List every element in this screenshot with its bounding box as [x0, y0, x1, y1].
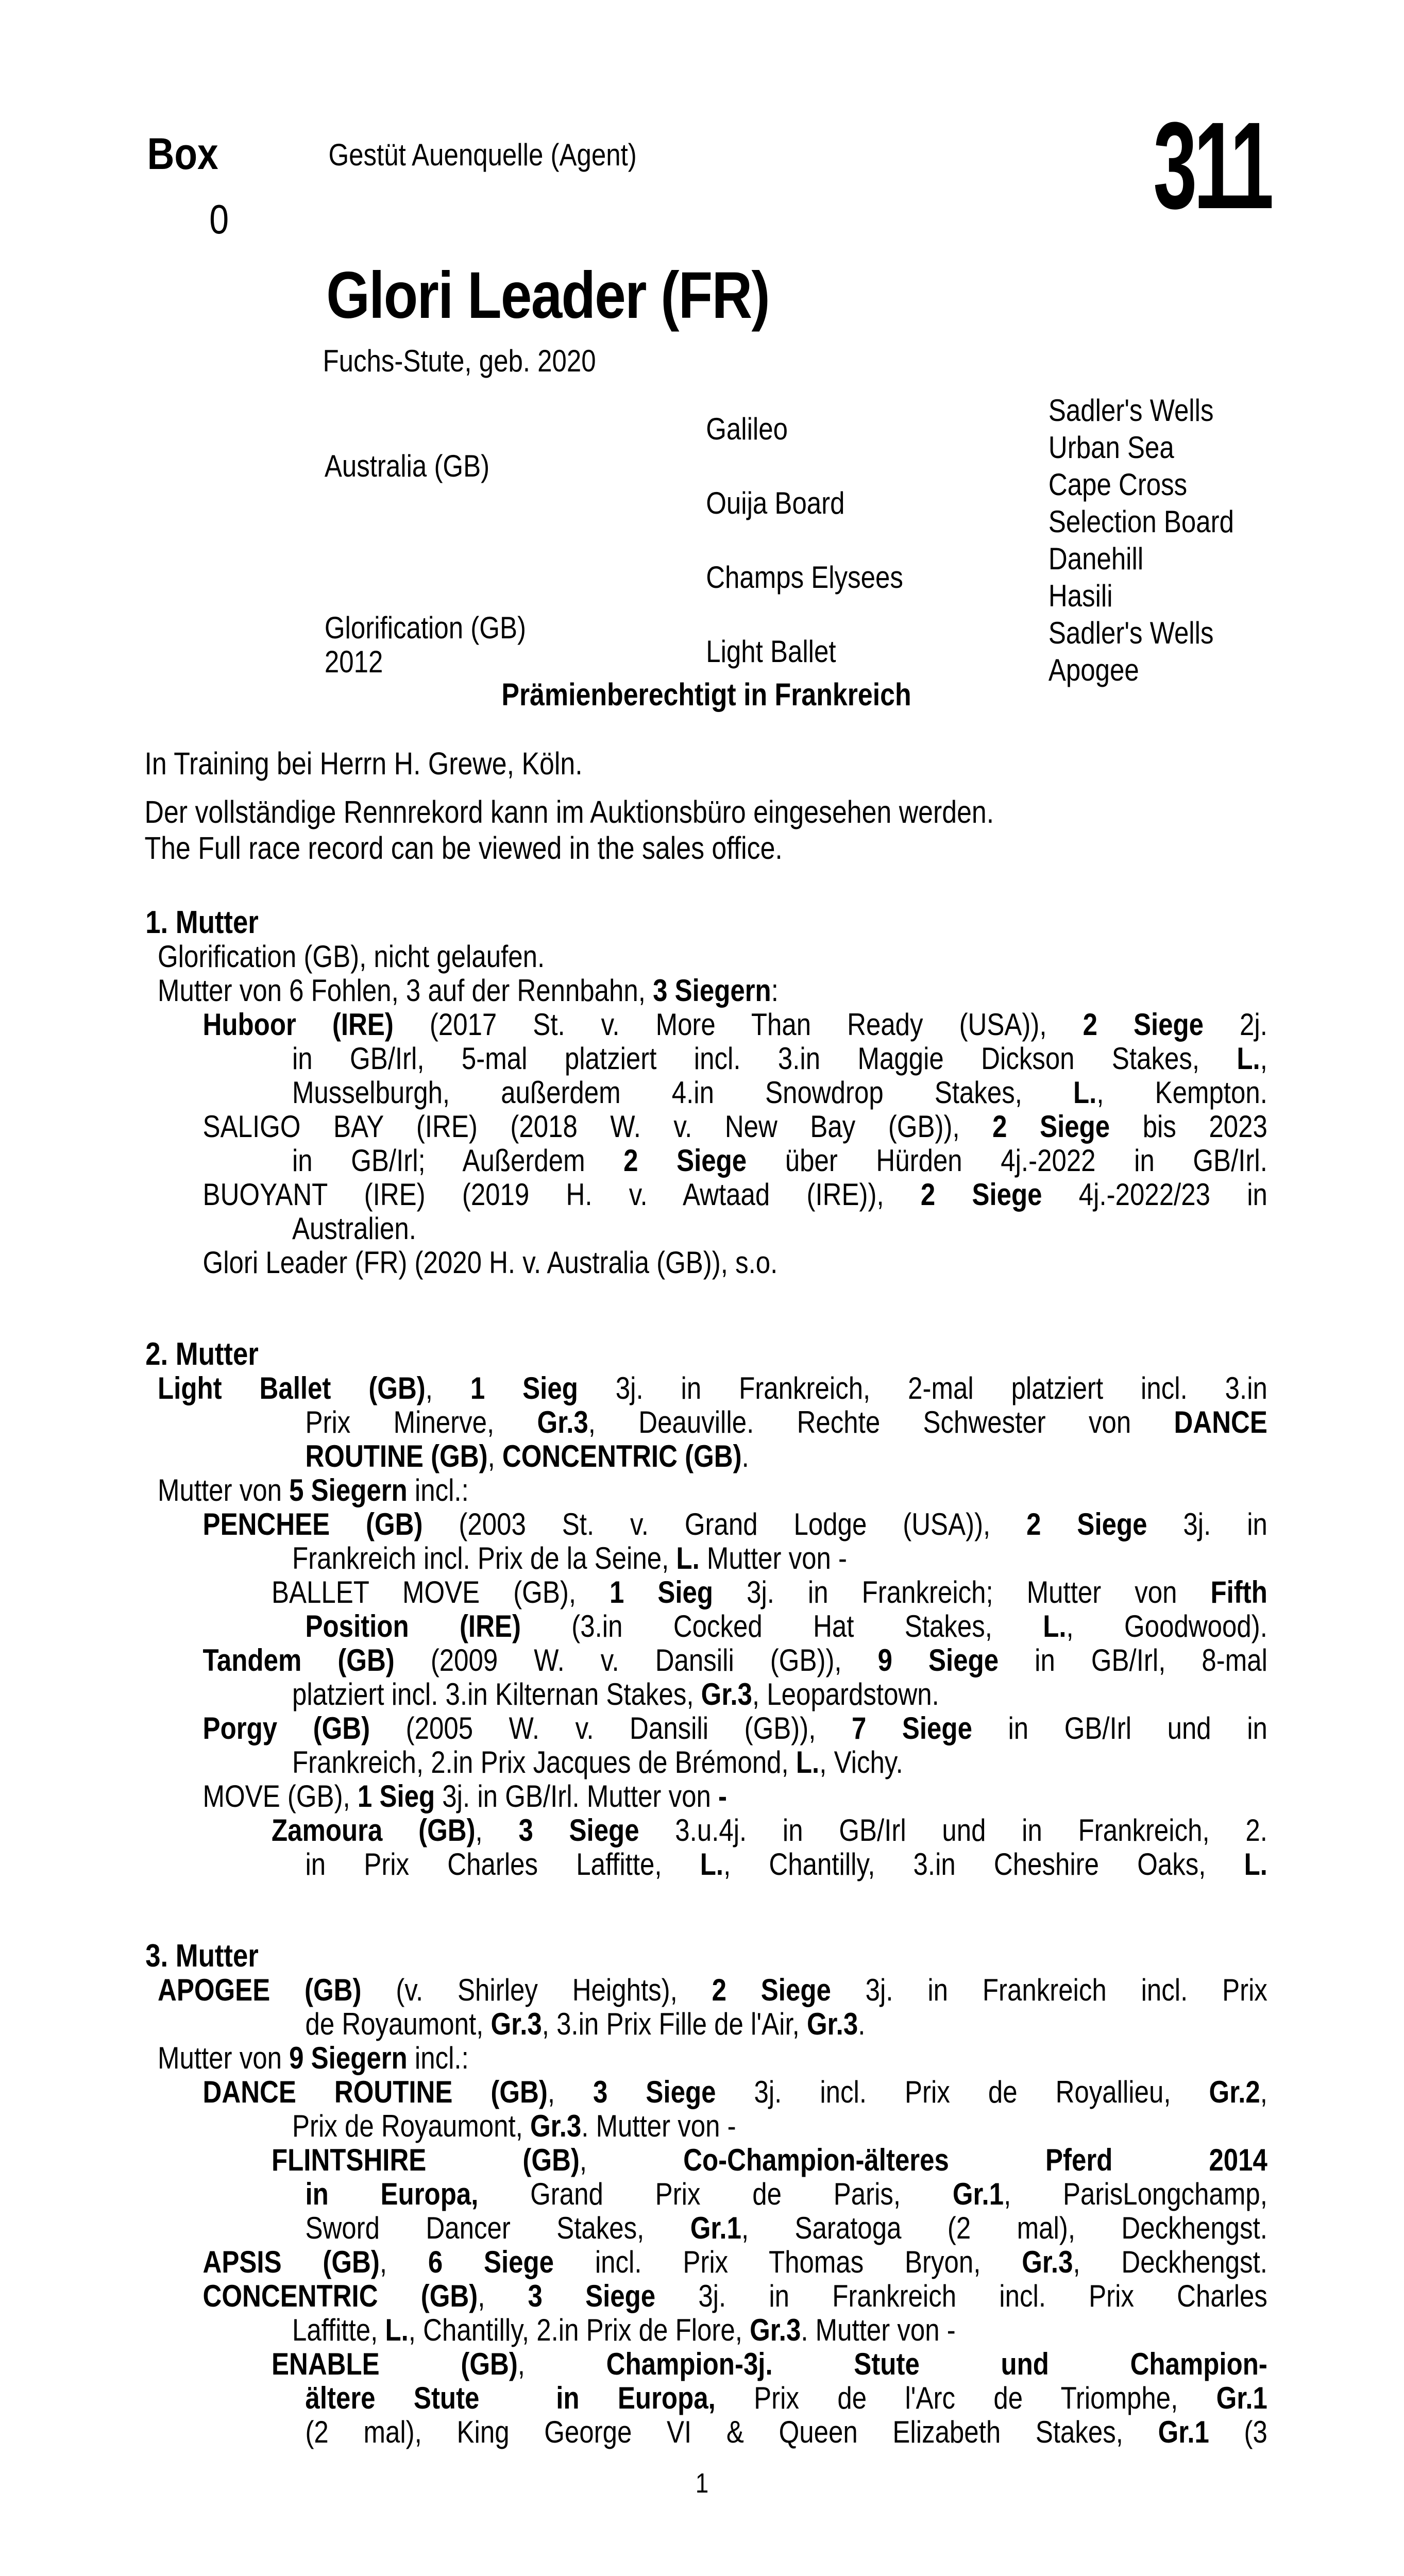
text-run: Mutter von	[158, 1473, 290, 1507]
text-run: 7 Siege	[851, 1711, 972, 1745]
text-run: Laffitte,	[292, 2313, 385, 2347]
text-line	[203, 2245, 1267, 2279]
text-run: 3j. in Frankreich incl. Prix Charles	[655, 2279, 1267, 2313]
pedigree-sire-sire-dam: Urban Sea	[1048, 430, 1174, 465]
text-run: Frankreich, 2.in Prix Jacques de Brémond,	[292, 1745, 796, 1780]
text-run: in Europa,	[305, 2177, 479, 2211]
text-run: FLINTSHIRE (GB)	[272, 2143, 580, 2177]
text-run: Mutter von	[158, 2041, 290, 2075]
text-run: DANCE ROUTINE (GB)	[202, 2075, 548, 2109]
text-run: platziert incl. 3.in Kilternan Stakes,	[292, 1677, 701, 1711]
text-line	[305, 2007, 1267, 2041]
text-run: ,	[517, 2347, 606, 2381]
text-line	[305, 2415, 1267, 2449]
text-run: L.	[1043, 1609, 1067, 1643]
text-run: in GB/Irl; Außerdem	[292, 1143, 624, 1178]
text-run: Gr.3	[1022, 2245, 1073, 2279]
text-run: Gr.1	[690, 2211, 741, 2245]
text-run: 3j. incl. Prix de Royallieu,	[716, 2075, 1209, 2109]
text-run: (2003 St. v. Grand Lodge (USA)),	[422, 1507, 1027, 1541]
text-run: L.	[676, 1541, 700, 1575]
text-run: Mutter von -	[699, 1541, 848, 1575]
section-first-dam	[145, 906, 1267, 1280]
text-line	[203, 2075, 1267, 2109]
text-run: (3	[1209, 2415, 1267, 2449]
text-run: , Goodwood).	[1066, 1609, 1267, 1643]
section-second-dam	[145, 1337, 1267, 1882]
text-run: DANCE	[1174, 1405, 1267, 1439]
text-run: , Saratoga (2 mal), Deckhengst.	[741, 2211, 1267, 2245]
text-line	[272, 1575, 1267, 1609]
text-run: Gr.3	[537, 1405, 588, 1439]
text-run: Gr.3	[490, 2007, 542, 2041]
text-line	[203, 1008, 1267, 1042]
text-run: 2 Siege	[712, 1973, 831, 2007]
text-run: 9 Siege	[877, 1643, 999, 1677]
pedigree-dam-dam: Light Ballet	[706, 634, 836, 669]
text-run: , 3.in Prix Fille de l'Air,	[542, 2007, 807, 2041]
text-run: BUOYANT (IRE) (2019 H. v. Awtaad (IRE)),	[202, 1177, 921, 1212]
text-run: 3j. in Frankreich; Mutter von	[713, 1575, 1211, 1609]
text-line	[203, 1780, 1267, 1814]
text-run: ENABLE (GB)	[272, 2347, 518, 2381]
text-run: 2j.	[1204, 1007, 1267, 1042]
text-line	[203, 1507, 1267, 1541]
text-line	[203, 1711, 1267, 1745]
text-line	[158, 1973, 1267, 2007]
text-run: -	[718, 1779, 727, 1814]
text-run: 1 Sieg	[610, 1575, 714, 1609]
text-run: incl. Prix Thomas Bryon,	[554, 2245, 1022, 2279]
pedigree-sire-sire: Galileo	[706, 412, 788, 446]
text-run: 3 Siege	[593, 2075, 716, 2109]
text-run: Huboor (IRE)	[202, 1007, 394, 1042]
text-run: Champion-3j. Stute und Champion-	[606, 2347, 1267, 2381]
text-line	[305, 1609, 1267, 1643]
text-run: , Vichy.	[819, 1745, 903, 1780]
text-run: ,	[425, 1371, 470, 1405]
text-line	[305, 2381, 1267, 2415]
text-run: 6 Siege	[428, 2245, 554, 2279]
text-run: bis 2023	[1110, 1109, 1267, 1144]
text-run: 3j. in	[1147, 1507, 1267, 1541]
text-run: . Mutter von -	[801, 2313, 956, 2347]
text-line	[292, 1745, 1267, 1780]
pedigree-sire-name: Australia (GB)	[324, 449, 490, 483]
text-run: L.	[796, 1745, 820, 1780]
text-run: 9 Siegern	[289, 2041, 408, 2075]
text-run: 3 Siege	[518, 1813, 639, 1848]
pedigree-dam-dam-sire: Sadler's Wells	[1048, 616, 1214, 650]
text-run: (2 mal), King George VI & Queen Elizabeth Stakes,	[305, 2415, 1158, 2449]
pedigree-sire-dam: Ouija Board	[706, 486, 845, 520]
text-run: 3 Siegern	[653, 973, 771, 1008]
text-run: Gr.3	[806, 2007, 858, 2041]
text-run: ,	[475, 1813, 519, 1848]
text-run: Glori Leader (FR) (2020 H. v. Australia (GB)), s.o.	[202, 1245, 778, 1280]
pedigree-dam-name: Glorification (GB)	[324, 611, 526, 645]
text-run: 3 Siege	[528, 2279, 656, 2313]
text-line	[305, 1439, 1267, 1473]
text-run: CONCENTRIC (GB)	[202, 2279, 478, 2313]
text-run: . Mutter von -	[581, 2109, 736, 2143]
pedigree-sire-dam-sire: Cape Cross	[1048, 467, 1188, 502]
lot-number: 311	[1153, 96, 1271, 234]
race-record-note	[145, 794, 994, 866]
text-run: L.	[1244, 1847, 1267, 1882]
text-run: ,	[547, 2075, 594, 2109]
text-line	[158, 940, 1267, 974]
text-run: Gr.1	[1216, 2381, 1267, 2415]
text-run: Gr.1	[1158, 2415, 1209, 2449]
text-run: 3.u.4j. in GB/Irl und in Frankreich, 2.	[639, 1813, 1267, 1848]
text-run: APSIS (GB)	[202, 2245, 380, 2279]
text-run: (2017 St. v. More Than Ready (USA)),	[393, 1007, 1083, 1042]
text-run: ROUTINE (GB)	[305, 1439, 488, 1473]
text-run: PENCHEE (GB)	[202, 1507, 423, 1541]
text-run: Musselburgh, außerdem 4.in Snowdrop Stakes,	[292, 1075, 1074, 1110]
text-run: 3j. in Frankreich, 2-mal platziert incl. 3.in	[578, 1371, 1267, 1405]
text-line	[292, 1677, 1267, 1711]
text-line	[272, 2143, 1267, 2177]
text-line	[203, 1178, 1267, 1212]
text-run: 2 Siege	[992, 1109, 1110, 1144]
race-record-note-en: The Full race record can be viewed in the sales office.	[144, 831, 783, 866]
text-run: Porgy (GB)	[202, 1711, 370, 1745]
section-heading: 2. Mutter	[145, 1336, 259, 1372]
text-run: L.	[1073, 1075, 1097, 1110]
text-line	[158, 974, 1267, 1008]
text-run: in GB/Irl und in	[972, 1711, 1267, 1745]
text-line	[292, 2109, 1267, 2143]
section-heading: 1. Mutter	[145, 905, 259, 940]
text-run: Prix de l'Arc de Triomphe,	[715, 2381, 1216, 2415]
text-line	[292, 1212, 1267, 1246]
text-run: Gr.1	[952, 2177, 1004, 2211]
text-run: Glorification (GB), nicht gelaufen.	[158, 939, 545, 974]
text-line	[292, 2313, 1267, 2347]
horse-details: Fuchs-Stute, geb. 2020	[323, 344, 596, 378]
text-line	[203, 1246, 1267, 1280]
text-line	[272, 1814, 1267, 1848]
text-line	[305, 2211, 1267, 2245]
text-run: ,	[579, 2143, 684, 2177]
text-run: 5 Siegern	[289, 1473, 408, 1507]
text-run: Grand Prix de Paris,	[478, 2177, 953, 2211]
text-run: (3.in Cocked Hat Stakes,	[520, 1609, 1043, 1643]
text-run: BALLET MOVE (GB),	[272, 1575, 610, 1609]
text-run: ,	[379, 2245, 428, 2279]
text-line	[203, 1643, 1267, 1677]
text-run: CONCENTRIC (GB)	[502, 1439, 742, 1473]
text-run: Gr.2	[1209, 2075, 1260, 2109]
text-run: , Kempton.	[1096, 1075, 1267, 1110]
text-run: L.	[385, 2313, 409, 2347]
text-run: (2009 W. v. Dansili (GB)),	[394, 1643, 878, 1677]
text-run: L.	[1237, 1041, 1260, 1076]
text-run: Australien.	[292, 1211, 416, 1246]
text-run: 3j. in GB/Irl. Mutter von	[435, 1779, 718, 1814]
text-line	[203, 2279, 1267, 2313]
page-number: 1	[695, 2468, 709, 2499]
pedigree-dam-dam-dam: Apogee	[1048, 653, 1139, 687]
text-run: Gr.3	[530, 2109, 582, 2143]
text-run: in GB/Irl, 5-mal platziert incl. 3.in Maggie Dickson Stakes,	[292, 1041, 1237, 1076]
text-line	[305, 2177, 1267, 2211]
text-run: Fifth	[1210, 1575, 1267, 1609]
text-run: :	[771, 973, 779, 1008]
text-line	[292, 1042, 1267, 1076]
horse-name: Glori Leader (FR)	[326, 259, 769, 332]
race-record-note-de: Der vollständige Rennrekord kann im Auktionsbüro eingesehen werden.	[144, 794, 994, 829]
text-run: , Deauville. Rechte Schwester von	[588, 1405, 1174, 1439]
text-run: ,	[1260, 1041, 1267, 1076]
text-run: (v. Shirley Heights),	[361, 1973, 712, 2007]
text-run: ,	[487, 1439, 502, 1473]
text-run: MOVE (GB),	[202, 1779, 358, 1814]
pedigree-sire-sire-sire: Sadler's Wells	[1048, 393, 1214, 428]
text-run: 2 Siege	[1026, 1507, 1147, 1541]
text-run: Sword Dancer Stakes,	[305, 2211, 690, 2245]
text-line	[158, 2041, 1267, 2075]
section-heading: 3. Mutter	[145, 1938, 259, 1974]
text-run: , Chantilly, 3.in Cheshire Oaks,	[723, 1847, 1244, 1882]
text-run: in Prix Charles Laffitte,	[305, 1847, 700, 1882]
pedigree-dam-sire: Champs Elysees	[706, 560, 903, 595]
text-run: ältere Stute in Europa,	[305, 2381, 716, 2415]
text-run: Prix Minerve,	[305, 1405, 537, 1439]
text-run: 1 Sieg	[357, 1779, 435, 1814]
text-run: Mutter von 6 Fohlen, 3 auf der Rennbahn,	[158, 973, 653, 1008]
text-run: L.	[700, 1847, 724, 1882]
text-run: 3j. in Frankreich incl. Prix	[831, 1973, 1267, 2007]
text-line	[305, 1848, 1267, 1882]
text-run: , Chantilly, 2.in Prix de Flore,	[408, 2313, 750, 2347]
text-run: APOGEE (GB)	[158, 1973, 362, 2007]
text-run: über Hürden 4j.-2022 in GB/Irl.	[747, 1143, 1267, 1178]
text-line	[203, 1110, 1267, 1144]
text-run: de Royaumont,	[305, 2007, 491, 2041]
section-third-dam	[145, 1939, 1267, 2449]
pedigree-dam-year: 2012	[324, 645, 383, 679]
text-run: 2 Siege	[1082, 1007, 1204, 1042]
text-run: 2 Siege	[623, 1143, 747, 1178]
text-run: 2 Siege	[920, 1177, 1042, 1212]
box-number: 0	[209, 196, 229, 242]
text-line	[272, 2347, 1267, 2381]
pedigree-dam-sire-dam: Hasili	[1048, 579, 1113, 613]
text-run: Gr.3	[750, 2313, 801, 2347]
text-run: .	[858, 2007, 866, 2041]
text-run: Light Ballet (GB)	[158, 1371, 426, 1405]
text-run: , Deckhengst.	[1073, 2245, 1267, 2279]
text-run: ,	[478, 2279, 528, 2313]
text-line	[158, 1371, 1267, 1405]
box-label: Box	[147, 129, 218, 179]
text-run: Frankreich incl. Prix de la Seine,	[292, 1541, 676, 1575]
text-run: Zamoura (GB)	[272, 1813, 476, 1848]
text-line	[158, 1473, 1267, 1507]
text-run: ,	[1260, 2075, 1267, 2109]
text-run: 1 Sieg	[470, 1371, 578, 1405]
premium-note: Prämienberechtigt in Frankreich	[501, 677, 911, 712]
text-run: in GB/Irl, 8-mal	[999, 1643, 1267, 1677]
text-line	[305, 1405, 1267, 1439]
text-run: Co-Champion-älteres Pferd 2014	[683, 2143, 1267, 2177]
text-line	[292, 1541, 1267, 1575]
pedigree-sire-dam-dam: Selection Board	[1048, 504, 1234, 539]
training-note: In Training bei Herrn H. Grewe, Köln.	[144, 746, 583, 781]
text-run: .	[741, 1439, 749, 1473]
text-run: incl.:	[407, 2041, 469, 2075]
text-run: Prix de Royaumont,	[292, 2109, 530, 2143]
pedigree-dam-sire-sire: Danehill	[1048, 541, 1144, 576]
text-run: incl.:	[407, 1473, 469, 1507]
consignor-name: Gestüt Auenquelle (Agent)	[328, 138, 637, 172]
text-line	[292, 1076, 1267, 1110]
text-run: Position (IRE)	[305, 1609, 521, 1643]
text-run: , Leopardstown.	[752, 1677, 939, 1711]
text-line	[292, 1144, 1267, 1178]
text-run: , ParisLongchamp,	[1004, 2177, 1267, 2211]
text-run: Gr.3	[701, 1677, 752, 1711]
text-run: Tandem (GB)	[202, 1643, 395, 1677]
text-run: (2005 W. v. Dansili (GB)),	[370, 1711, 852, 1745]
text-run: 4j.-2022/23 in	[1042, 1177, 1267, 1212]
text-run: SALIGO BAY (IRE) (2018 W. v. New Bay (GB)),	[202, 1109, 993, 1144]
